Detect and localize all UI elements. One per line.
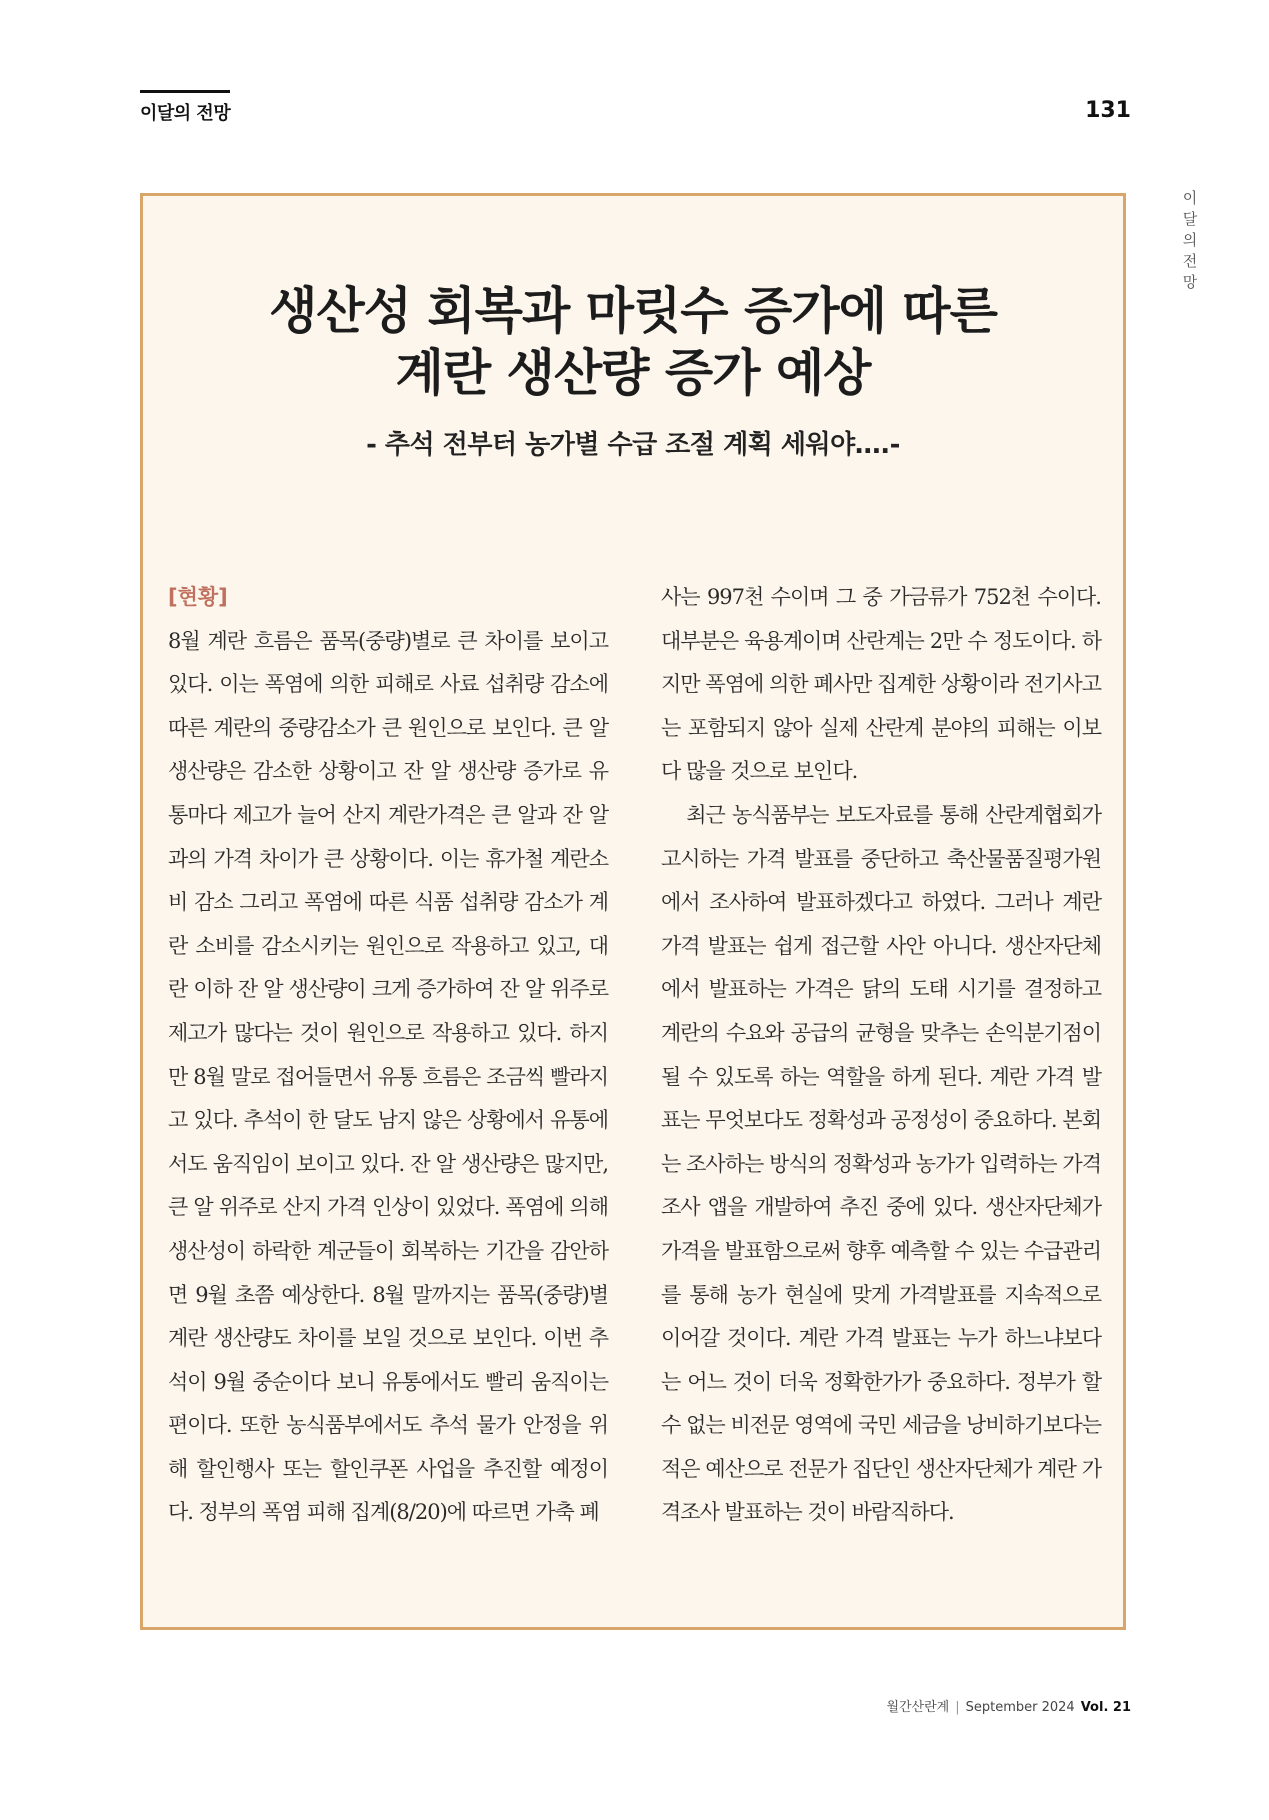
issue-date: September 2024: [965, 1700, 1075, 1715]
article-title: [143, 280, 1123, 404]
left-column: [168, 576, 608, 1535]
right-column: [661, 576, 1101, 1535]
page-footer: [886, 1696, 1131, 1715]
volume-number: Vol. 21: [1080, 1700, 1131, 1715]
page-number: 131: [1085, 98, 1131, 123]
title-line-2: 계란 생산량 증가 예상: [395, 344, 871, 402]
right-paragraph-2: 최근 농식품부는 보도자료를 통해 산란계협회가 고시하는 가격 발표를 중단하고 축산물품질평가원에서 조사하여 발표하겠다고 하였다. 그러나 계란 가격 발표는 쉽게 접근할 사안 아니다. 생산자단체에서 발표하는 가격은 닭의 도태 시기를 결정하고 계란의 수요와 공급의 균형을 맞추는 손익분기점이 될 수 있도록 하는 역할을 하게 된다. 계란 가격 발표는 무엇보다도 정확성과 공정성이 중요하다. 본회는 조사하는 방식의 정확성과 농가가 입력하는 가격조사 앱을 개발하여 추진 중에 있다. 생산자단체가 가격을 발표함으로써 향후 예측할 수 있는 수급관리를 통해 농가 현실에 맞게 가격발표를 지속적으로 이어갈 것이다. 계란 가격 발표는 누가 하느냐보다는 어느 것이 더욱 정확한가가 중요하다. 정부가 할 수 없는 비전문 영역에 국민 세금을 낭비하기보다는 적은 예산으로 전문가 집단인 생산자단체가 계란 가격조사 발표하는 것이 바람직하다.: [661, 802, 1101, 1525]
footer-divider: |: [955, 1700, 960, 1715]
title-line-1: 생산성 회복과 마릿수 증가에 따른: [269, 282, 997, 340]
article-box: [140, 193, 1126, 1630]
right-paragraph-1: 사는 997천 수이며 그 중 가금류가 752천 수이다. 대부분은 육용계이며 산란계는 2만 수 정도이다. 하지만 폭염에 의한 폐사만 집계한 상황이라 전기사고는 포함되지 않아 실제 산란계 분야의 피해는 이보다 많을 것으로 보인다.: [661, 585, 1101, 784]
magazine-name: 월간산란계: [886, 1700, 950, 1715]
article-subtitle: - 추석 전부터 농가별 수급 조절 계획 세워야….-: [366, 430, 900, 460]
side-tab-label: 이달의 전망: [1182, 189, 1198, 291]
section-label: 이달의 전망: [140, 90, 230, 125]
section-heading: [현황]: [168, 585, 228, 609]
left-paragraph: 8월 계란 흐름은 품목(중량)별로 큰 차이를 보이고 있다. 이는 폭염에 의한 피해로 사료 섭취량 감소에 따른 계란의 중량감소가 큰 원인으로 보인다. 큰 알 생산량은 감소한 상황이고 잔 알 생산량 증가로 유통마다 제고가 늘어 산지 계란가격은 큰 알과 잔 알과의 가격 차이가 큰 상황이다. 이는 휴가철 계란소비 감소 그리고 폭염에 따른 식품 섭취량 감소가 계란 소비를 감소시키는 원인으로 작용하고 있고, 대란 이하 잔 알 생산량이 크게 증가하여 잔 알 위주로 제고가 많다는 것이 원인으로 작용하고 있다. 하지만 8월 말로 접어들면서 유통 흐름은 조금씩 빨라지고 있다. 추석이 한 달도 남지 않은 상황에서 유통에서도 움직임이 보이고 있다. 잔 알 생산량은 많지만, 큰 알 위주로 산지 가격 인상이 있었다. 폭염에 의해 생산성이 하락한 계군들이 회복하는 기간을 감안하면 9월 초쯤 예상한다. 8월 말까지는 품목(중량)별 계란 생산량도 차이를 보일 것으로 보인다. 이번 추석이 9월 중순이다 보니 유통에서도 빨리 움직이는 편이다. 또한 농식품부에서도 추석 물가 안정을 위해 할인행사 또는 할인쿠폰 사업을 추진할 예정이다. 정부의 폭염 피해 집계(8/20)에 따르면 가축 폐: [168, 628, 608, 1525]
